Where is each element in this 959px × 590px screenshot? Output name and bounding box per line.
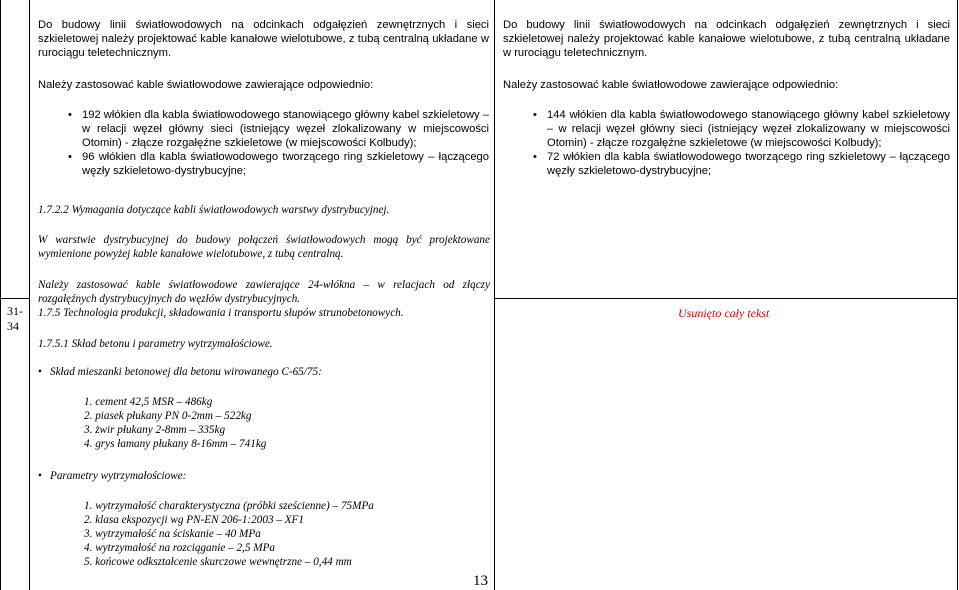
distribution-fiber-paragraph: Należy zastosować kable światłowodowe zawierające 24-włókna – w relacjach od złączy rozgałęźnych dystrybucyjnych do węzłów dystrybucyjnych. xyxy=(38,279,490,305)
params-title: • Parametry wytrzymałościowe: xyxy=(38,470,187,482)
left-lead-paragraph: Należy zastosować kable światłowodowe zawierające odpowiednio: xyxy=(38,79,374,91)
list-item: 4. grys łamany płukany 8-16mm – 741kg xyxy=(84,438,267,450)
technology-heading: 1.7.5 Technologia produkcji, składowania i transportu słupów strunobetonowych. xyxy=(38,307,404,319)
mix-list xyxy=(38,395,490,451)
bullet-icon: • xyxy=(533,151,537,163)
list-item: 2. klasa ekspozycji wg PN-EN 206-1:2003 – XF1 xyxy=(84,514,304,526)
left-intro-paragraph: Do budowy linii światłowodowych na odcinkach odgałęzień zewnętrznych i sieci szkieletowej należy projektować kable kanałowe wielotubowe, z tubą centralną układane w rurociągu teletechnicznym. xyxy=(38,19,489,59)
list-item: • 96 włókien dla kabla światłowodowego tworzącego ring szkieletowy – łączącego węzły szkieletowo-dystrybucyjne; xyxy=(68,151,489,177)
list-item: 5. końcowe odkształcenie skurczowe wewnętrzne – 0,44 mm xyxy=(84,556,352,568)
row-separator xyxy=(0,298,29,299)
bullet-icon: • xyxy=(68,109,72,121)
table-border-left xyxy=(0,0,1,590)
table-border-col2 xyxy=(494,0,495,590)
bullet-icon: • xyxy=(38,366,42,378)
concrete-heading: 1.7.5.1 Skład betonu i parametry wytrzymałościowe. xyxy=(38,338,273,350)
removed-text-note: Usunięto cały tekst xyxy=(678,306,770,320)
row-number: 31- 34 xyxy=(7,304,23,333)
list-item: 4. wytrzymałość na rozciąganie – 2,5 MPa xyxy=(84,542,275,554)
table-border-right xyxy=(957,0,958,590)
left-bottom-section xyxy=(38,203,490,569)
left-top-section xyxy=(38,18,489,178)
row-separator-mid xyxy=(494,298,958,299)
list-item: 1. wytrzymałość charakterystyczna (próbki sześcienne) – 75MPa xyxy=(84,500,374,512)
list-item: 3. wytrzymałość na ściskanie – 40 MPa xyxy=(84,528,261,540)
mix-title: • Skład mieszanki betonowej dla betonu wirowanego C-65/75: xyxy=(38,366,322,378)
bullet-icon: • xyxy=(68,151,72,163)
left-fiber-list xyxy=(38,108,489,178)
right-intro-paragraph: Do budowy linii światłowodowych na odcinkach odgałęzień zewnętrznych i sieci szkieletowej należy projektować kable kanałowe wielotubowe, z tubą centralną układane w rurociągu teletechnicznym. xyxy=(503,19,950,59)
right-fiber-list xyxy=(503,108,950,178)
list-item: • 144 włókien dla kabla światłowodowego stanowiącego główny kabel szkieletowy – w relacji węzeł główny sieci (istniejący węzeł zlokalizowany w miejscowości Otomin) - złącze rozgałęźne szkieletowe (w miejscowości Kolbudy); xyxy=(533,109,950,149)
table-border-col1 xyxy=(29,0,30,590)
list-item: 2. piasek płukany PN 0-2mm – 522kg xyxy=(84,410,252,422)
list-item: 3. żwir płukany 2-8mm – 335kg xyxy=(84,424,226,436)
right-lead-paragraph: Należy zastosować kable światłowodowe zawierające odpowiednio: xyxy=(503,79,839,91)
list-item: 1. cement 42,5 MSR – 486kg xyxy=(84,396,213,408)
page-number: 13 xyxy=(473,573,488,589)
list-item: • 72 włókien dla kabla światłowodowego tworzącego ring szkieletowy – łączącego węzły szkieletowo-dystrybucyjne; xyxy=(533,151,950,177)
distribution-paragraph: W warstwie dystrybucyjnej do budowy połączeń światłowodowych mogą być projektowane wymienione powyżej kable kanałowe wielotubowe, z tubą centralną. xyxy=(38,234,490,260)
list-item: • 192 włókien dla kabla światłowodowego stanowiącego główny kabel szkieletowy – w relacji węzeł główny sieci (istniejący węzeł zlokalizowany w miejscowości Otomin) - złącze rozgałęźne szkieletowe (w miejscowości Kolbudy); xyxy=(68,109,489,149)
bullet-icon: • xyxy=(533,109,537,121)
params-list xyxy=(38,499,490,569)
right-top-section xyxy=(503,18,950,178)
bullet-icon: • xyxy=(38,470,42,482)
section-heading: 1.7.2.2 Wymagania dotyczące kabli światłowodowych warstwy dystrybucyjnej. xyxy=(38,204,390,216)
